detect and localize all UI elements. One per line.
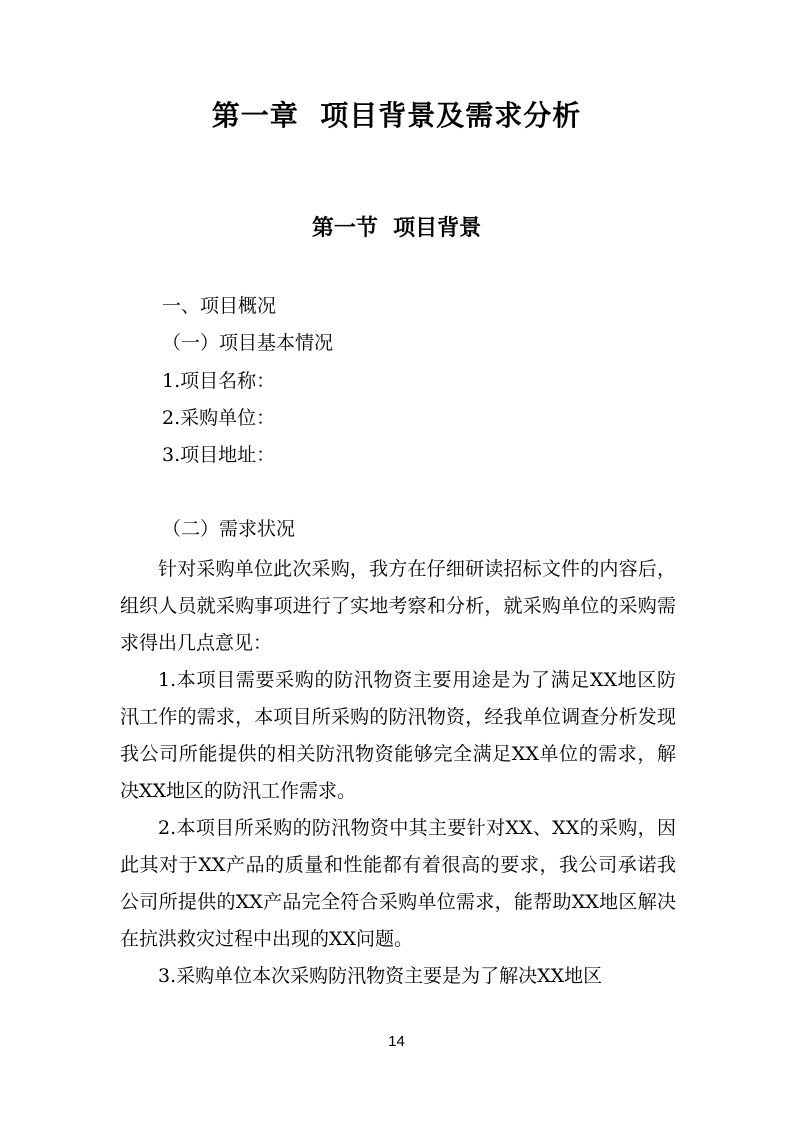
chapter-title: 第一章 项目背景及需求分析: [211, 99, 582, 132]
outline-sub-basic-info: （一）项目基本情况: [162, 332, 334, 354]
paragraph-intro: 针对采购单位此次采购，我方在仔细研读招标文件的内容后，组织人员就采购事项进行了实地考察和分析，就采购单位的采购需求得出几点意见：: [120, 558, 676, 654]
outline-sub-demand-status: （二）需求状况: [162, 518, 296, 540]
outline-heading-project-overview: 一、项目概况: [162, 295, 277, 317]
outline-item-project-address: 3.项目地址：: [162, 444, 276, 466]
paragraph-point-1: 1.本项目需要采购的防汛物资主要用途是为了满足XX地区防汛工作的需求，本项目所采购的防汛物资，经我单位调查分析发现我公司所能提供的相关防汛物资能够完全满足XX单位的需求，解决XX地区的防汛工作需求。: [120, 669, 676, 802]
outline-item-purchasing-unit: 2.采购单位：: [162, 407, 276, 429]
paragraph-point-2: 2.本项目所采购的防汛物资中其主要针对XX、XX的采购，因此其对于XX产品的质量和性能都有着很高的要求，我公司承诺我公司所提供的XX产品完全符合采购单位需求，能帮助XX地区解决在抗洪救灾过程中出现的XX问题。: [120, 817, 676, 950]
outline-item-project-name: 1.项目名称：: [162, 370, 276, 392]
page-number: 14: [388, 1033, 405, 1050]
section-title: 第一节 项目背景: [311, 216, 482, 241]
paragraph-point-3: 3.采购单位本次采购防汛物资主要是为了解决XX地区: [158, 965, 603, 987]
